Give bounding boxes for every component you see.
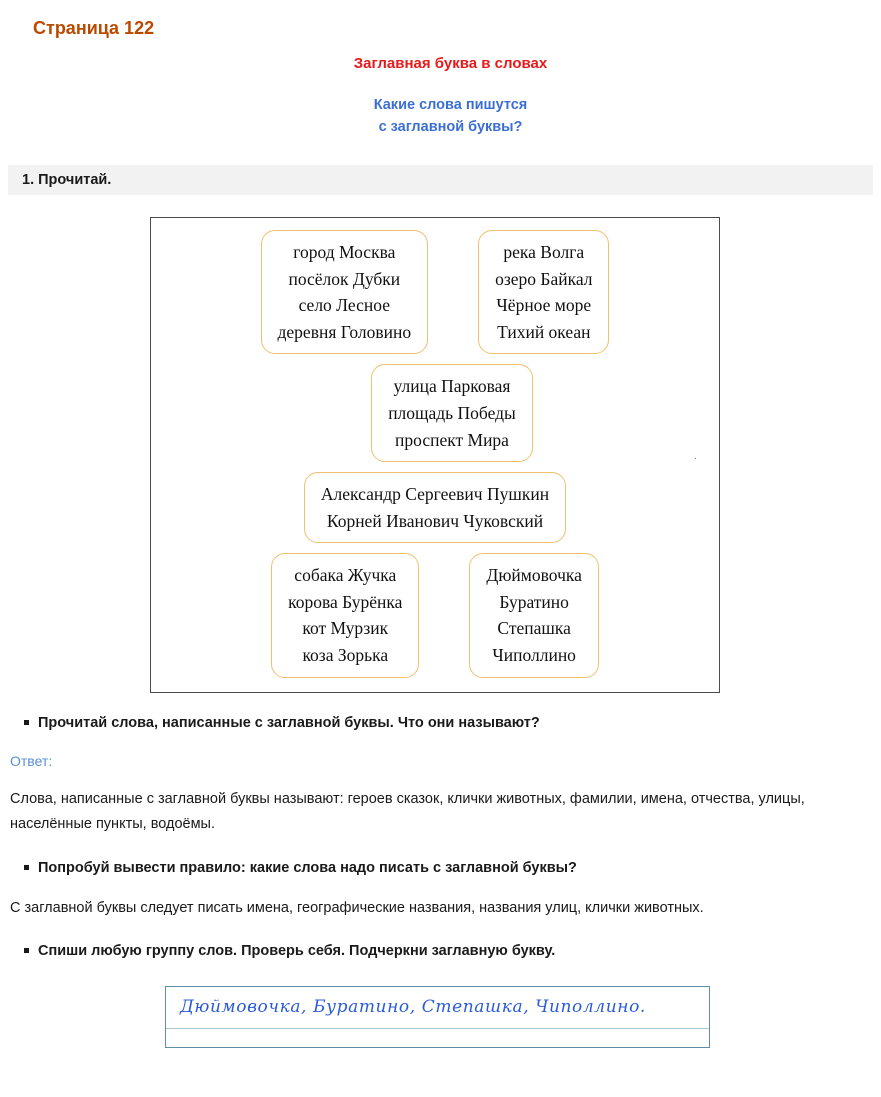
question-item-3: Спиши любую группу слов. Проверь себя. Подчеркни заглавную букву.: [0, 941, 881, 961]
word-line: кот Мурзик: [302, 618, 389, 639]
questions-list: [0, 713, 881, 733]
word-line: Чиполлино: [492, 645, 576, 666]
word-groups-frame: [150, 217, 720, 693]
word-group-row-3: [151, 472, 719, 543]
word-group-fairytale-characters: [469, 553, 598, 677]
task-header: 1. Прочитай.: [8, 165, 873, 195]
word-line: Чёрное море: [496, 295, 592, 316]
answer-text-1: Слова, написанные с заглавной буквы называют: героев сказок, клички животных, фамилии, имена, отчества, улицы, населённые пункты, водоёмы.: [10, 790, 805, 833]
questions-list-2: [0, 858, 881, 878]
word-line: посёлок Дубки: [288, 268, 401, 289]
lesson-question-line-1: Какие слова пишутся: [373, 97, 528, 113]
word-line: Александр Сергеевич Пушкин: [320, 484, 550, 505]
word-line: озеро Байкал: [495, 268, 593, 289]
word-line: Тихий океан: [497, 321, 591, 342]
word-line: Степашка: [497, 618, 571, 639]
word-line: город Москва: [293, 241, 396, 262]
word-group-row-1: [151, 230, 719, 354]
word-line: проспект Мира: [395, 429, 509, 450]
word-group-water-objects: [478, 230, 609, 354]
lesson-question-line-2: с заглавной буквы?: [378, 119, 523, 136]
word-group-animals: [271, 553, 419, 677]
word-line: Корней Иванович Чуковский: [326, 510, 544, 531]
word-line: собака Жучка: [294, 565, 397, 586]
question-item-2: Попробуй вывести правило: какие слова надо писать с заглавной буквы?: [0, 858, 881, 878]
answer-text-2: С заглавной буквы следует писать имена, географические названия, названия улиц, клички животных.: [10, 900, 704, 916]
word-line: деревня Головино: [277, 321, 412, 342]
handwriting-copy-box: [165, 986, 710, 1048]
word-line: улица Парковая: [393, 376, 511, 397]
handwritten-answer: Дюймовочка, Буратино, Степашка, Чиполлино.: [180, 996, 646, 1017]
word-group-row-2: [151, 364, 719, 462]
word-group-places: [261, 230, 429, 354]
word-line: река Волга: [503, 241, 585, 262]
word-line: Буратино: [499, 591, 569, 612]
word-line: корова Бурёнка: [288, 591, 403, 612]
question-item-1: Прочитай слова, написанные с заглавной буквы. Что они называют?: [0, 713, 881, 733]
dot-mark: .: [693, 449, 697, 462]
answer-label-1: Ответ:: [10, 752, 53, 769]
word-line: коза Зорька: [302, 645, 389, 666]
word-line: Дюймовочка: [486, 565, 582, 586]
word-line: село Лесное: [298, 295, 391, 316]
word-line: площадь Победы: [388, 402, 516, 423]
word-group-row-4: [151, 553, 719, 677]
lesson-question: [0, 94, 881, 139]
ruled-line: [166, 1028, 709, 1029]
page-title: Страница 122: [33, 18, 155, 38]
lesson-title: Заглавная буква в словах: [353, 55, 548, 72]
word-group-names: [304, 472, 566, 543]
word-group-streets: [371, 364, 533, 462]
questions-list-3: [0, 941, 881, 961]
